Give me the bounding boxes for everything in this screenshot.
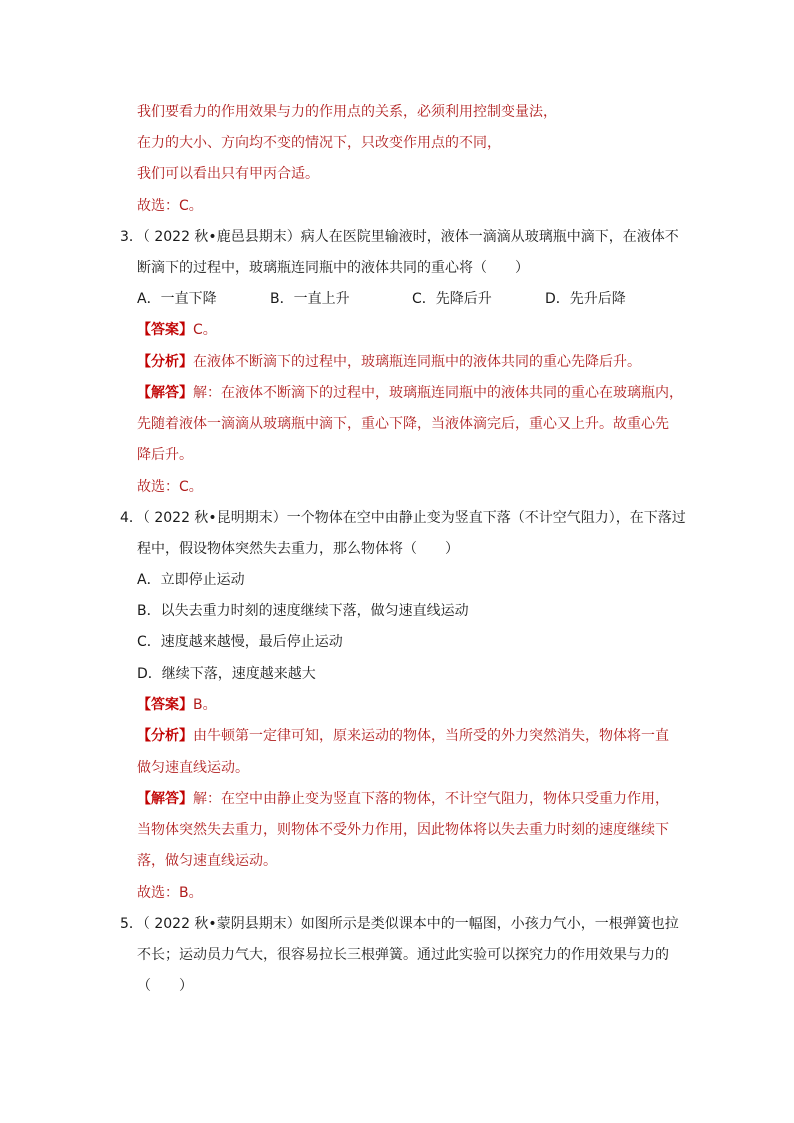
answer-value: C。 [193,322,217,338]
q3-solution-line-1 [137,383,683,403]
q4-answer [137,695,217,715]
prev-solution-line-3: 我们可以看出只有甲丙合适。 [137,166,319,182]
analysis-text: 在液体不断滴下的过程中，玻璃瓶连同瓶中的液体共同的重心先降后升。 [193,354,641,370]
q3-answer [137,320,217,340]
q4-select: 故选：B。 [137,885,203,901]
prev-solution-line-2: 在力的大小、方向均不变的情况下，只改变作用点的不同， [137,135,501,151]
solution-text: 解：在液体不断滴下的过程中，玻璃瓶连同瓶中的液体共同的重心在玻璃瓶内， [193,385,683,401]
q3-select: 故选：C。 [137,479,203,495]
q4-analysis-line-1 [137,726,669,746]
q3-solution-line-2: 先随着液体一滴滴从玻璃瓶中滴下，重心下降，当液体滴完后，重心又上升。故重心先 [137,416,669,432]
q4-analysis-line-2: 做匀速直线运动。 [137,760,249,776]
q3-option-b: B．一直上升 [270,291,350,307]
q4-option-b: B．以失去重力时刻的速度继续下落，做匀速直线运动 [137,603,469,619]
q5-stem-line-3: （ ） [137,978,193,994]
q4-option-a: A．立即停止运动 [137,572,245,588]
solution-text: 解：在空中由静止变为竖直下落的物体，不计空气阻力，物体只受重力作用， [193,791,669,807]
q4-stem-line-1: 4．（ 2022 秋•昆明期末）一个物体在空中由静止变为竖直下落（不计空气阻力），在下落过 [120,510,686,526]
analysis-tag: 【分析】 [137,354,193,370]
analysis-text: 由牛顿第一定律可知，原来运动的物体，当所受的外力突然消失，物体将一直 [193,728,669,744]
prev-select: 故选：C。 [137,198,203,214]
solution-tag: 【解答】 [137,385,193,401]
q4-solution-line-3: 落，做匀速直线运动。 [137,853,277,869]
q3-option-d: D．先升后降 [545,291,626,307]
q4-option-d: D．继续下落，速度越来越大 [137,666,316,682]
q4-solution-line-1 [137,789,669,809]
solution-tag: 【解答】 [137,791,193,807]
answer-value: B。 [193,697,217,713]
q3-option-c: C．先降后升 [412,291,492,307]
q5-stem-line-2: 不长；运动员力气大，很容易拉长三根弹簧。通过此实验可以探究力的作用效果与力的 [137,947,669,963]
answer-tag: 【答案】 [137,322,193,338]
q4-stem-line-2: 程中，假设物体突然失去重力，那么物体将（ ） [137,541,459,557]
q3-stem-line-2: 断滴下的过程中，玻璃瓶连同瓶中的液体共同的重心将（ ） [137,260,529,276]
q3-option-a: A．一直下降 [137,291,217,307]
q3-analysis [137,352,641,372]
prev-solution-line-1: 我们要看力的作用效果与力的作用点的关系，必须利用控制变量法， [137,104,557,120]
q3-solution-line-3: 降后升。 [137,447,193,463]
analysis-tag: 【分析】 [137,728,193,744]
q4-solution-line-2: 当物体突然失去重力，则物体不受外力作用，因此物体将以失去重力时刻的速度继续下 [137,822,669,838]
q3-stem-line-1: 3．（ 2022 秋•鹿邑县期末）病人在医院里输液时，液体一滴滴从玻璃瓶中滴下，在液体不 [120,229,679,245]
q5-stem-line-1: 5．（ 2022 秋•蒙阴县期末）如图所示是类似课本中的一幅图，小孩力气小，一根弹簧也拉 [120,916,679,932]
answer-tag: 【答案】 [137,697,193,713]
q4-option-c: C．速度越来越慢，最后停止运动 [137,634,343,650]
